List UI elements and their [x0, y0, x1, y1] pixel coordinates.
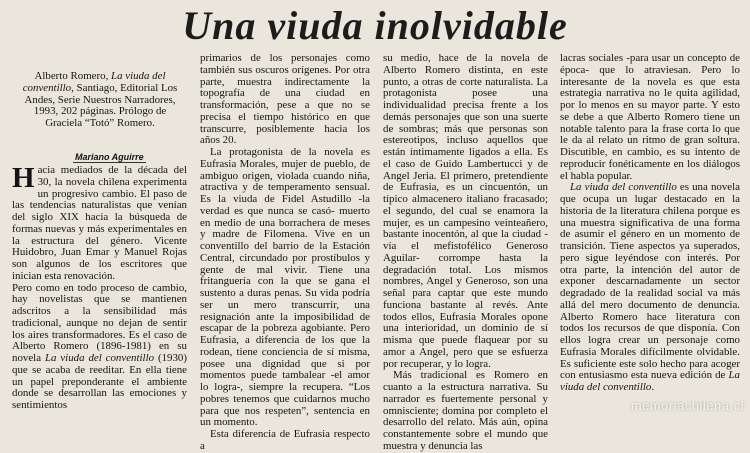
watermark: memoriachilena.cl — [630, 398, 744, 413]
col1-p2-text: Pero como en todo proceso de cambio, hay novelistas que se mantienen adscritos a la sensibilidad más tradicional, aunque no dejan de sentir los aires transformadores. Es el caso de Alberto Romero (1896-1981) en su novela — [12, 281, 187, 364]
article-headline: Una viuda inolvidable — [182, 3, 568, 48]
col1-paragraph-2 — [12, 283, 187, 412]
col2-paragraph-3: Esta diferencia de Eufrasia respecto a — [200, 428, 370, 452]
book-info-details: , Santiago, Editorial Los Andes, Serie Nuestros Narradores, 1993, 202 páginas. Prólogo de Graciela “Totó” Romero. — [24, 81, 178, 129]
col1-p1-text: acia mediados de la década del 30, la novela chilena experimenta un progresivo cambio. El paso de las tendencias naturalistas que venían del siglo XIX hacia la búsqueda de formas nuevas y más experimentales en la estructura del género. Vicente Huidobro, Juan Emar y Manuel Rojas son algunos de los escritores que inician esta renovación. — [12, 164, 187, 282]
col3-paragraph-2: Más tradicional es Romero en cuanto a la estructura narrativa. Su narrador es fuertemente personal y omnisciente; domina por completo el desarrollo del relato. Más aún, opina constantemente sobre el mundo que muestra y denuncia las — [383, 369, 548, 452]
col2-paragraph-2: La protagonista de la novela es Eufrasia Morales, mujer de pueblo, de ambiguo origen, violada cuando niña, atractiva y de temperamento sensual. Es la viuda de Fidel Astudillo -la verdad es que nunca se casó- muerto en medio de una borrachera de meses y madre de Filomena. Vive en un conventillo del barrio de la Estación Central, circundado por prostíbulos y gente de mal vivir. Tiene una fritanguería con la que se gana el sustento a duras penas. Su vida podría ser un mero transcurrir, una resignación ante la imposibilidad de escapar de la pobreza agobiante. Pero Eufrasia, a diferencia de los que la rodean, tiene conciencia de sí misma, posee una dignidad que si por momentos puede tambalear -el amor lo logra-, siempre la recupera. “Los pobres tenemos que cuidarnos mucho para que nos respeten”, sentencia en un momento. — [200, 146, 370, 429]
column-4 — [560, 53, 740, 394]
col4-p2-end: . — [651, 381, 655, 393]
col4-paragraph-2 — [560, 182, 740, 394]
column-1 — [12, 162, 187, 412]
col4-p2-end-title: La viuda del conventillo — [560, 369, 740, 393]
book-info-title: La viuda del conventillo — [22, 70, 166, 94]
col1-p2-end: (1930) que se acaba de reeditar. En ella tiene un papel preponderante el ambiente donde se desarrollan las emociones y sentimientos — [12, 352, 187, 411]
column-2 — [200, 53, 370, 453]
col2-paragraph-1: primarios de los personajes como también sus oscuros orígenes. Por otra parte, muestra indirectamente la topografía de una ciudad en transformación, pese a que no se precisa el tiempo histórico en que transcurre, posiblemente hacia los años 20. — [200, 52, 370, 147]
drop-cap: H — [12, 162, 35, 194]
col1-p2-title: La viuda del conventillo — [44, 352, 155, 364]
col4-paragraph-1: lacras sociales -para usar un concepto de época- que lo atraviesan. Pero lo interesante de la novela es que esta estrategia narrativa no le quita agilidad, por lo menos en su mayor parte. Y esto se debe a que Alberto Romero tiene un notable talento para la frase corta lo que le da al relato un ritmo de gran soltura. Discutible, en cambio, es su intento de reproducir fonéticamente en los diálogos el habla popular. — [560, 52, 740, 182]
book-info-prefix: Alberto Romero, — [34, 70, 112, 82]
col4-p2-title: La viuda del conventillo — [570, 181, 677, 194]
book-info — [20, 71, 180, 130]
col4-p2-text: es una novela que ocupa un lugar destacado en la historia de la literatura chilena porque es una muestra significativa de una forma de asumir el género en un momento de transición. Tiene aspectos ya superados, pero sigue leyéndose con interés. Por otra parte, la intención del autor de exponer descarnadamente un sector degradado de la realidad social va más allá del mero documento de denuncia. Alberto Romero hace literatura con todos los recursos de que disponía. Con ellos logra crear un personaje como Eufrasia Morales difícilmente olvidable. Es suficiente este solo hecho para acoger con entusiasmo esta nueva edición de — [560, 181, 740, 382]
col3-paragraph-1: su medio, hace de la novela de Alberto Romero distinta, en este punto, a otras de corte naturalista. La protagonista posee una individualidad precisa frente a los demás personajes que son una suerte de sombras; más que personas son estereotipos, incluso aquellos que están íntimamente ligados a ella. Es el caso de Guido Lambertucci y de Angel Jeria. El primero, pretendiente de Eufrasia, es un cincuentón, un típico almacenero italiano fracasado; el segundo, del cual se enamora la mujer, es un campesino veinteañero, bastante inocentón, al que la ciudad -vía el mefistofélico Generoso Aguilar- corrompe hasta la degradación total. Los mismos nombres, Angel y Generoso, son una señal para captar que este mundo funciona bastante al revés. Ante todos ellos, Eufrasia Morales opone una interioridad, un dominio de sí misma que puede flaquear por su amor a Angel, pero que se esfuerza por recuperar, y lo logra. — [383, 52, 548, 370]
author-byline: Mariano Aguirre — [75, 152, 144, 162]
column-3 — [383, 53, 548, 453]
col1-paragraph-1 — [12, 162, 187, 283]
